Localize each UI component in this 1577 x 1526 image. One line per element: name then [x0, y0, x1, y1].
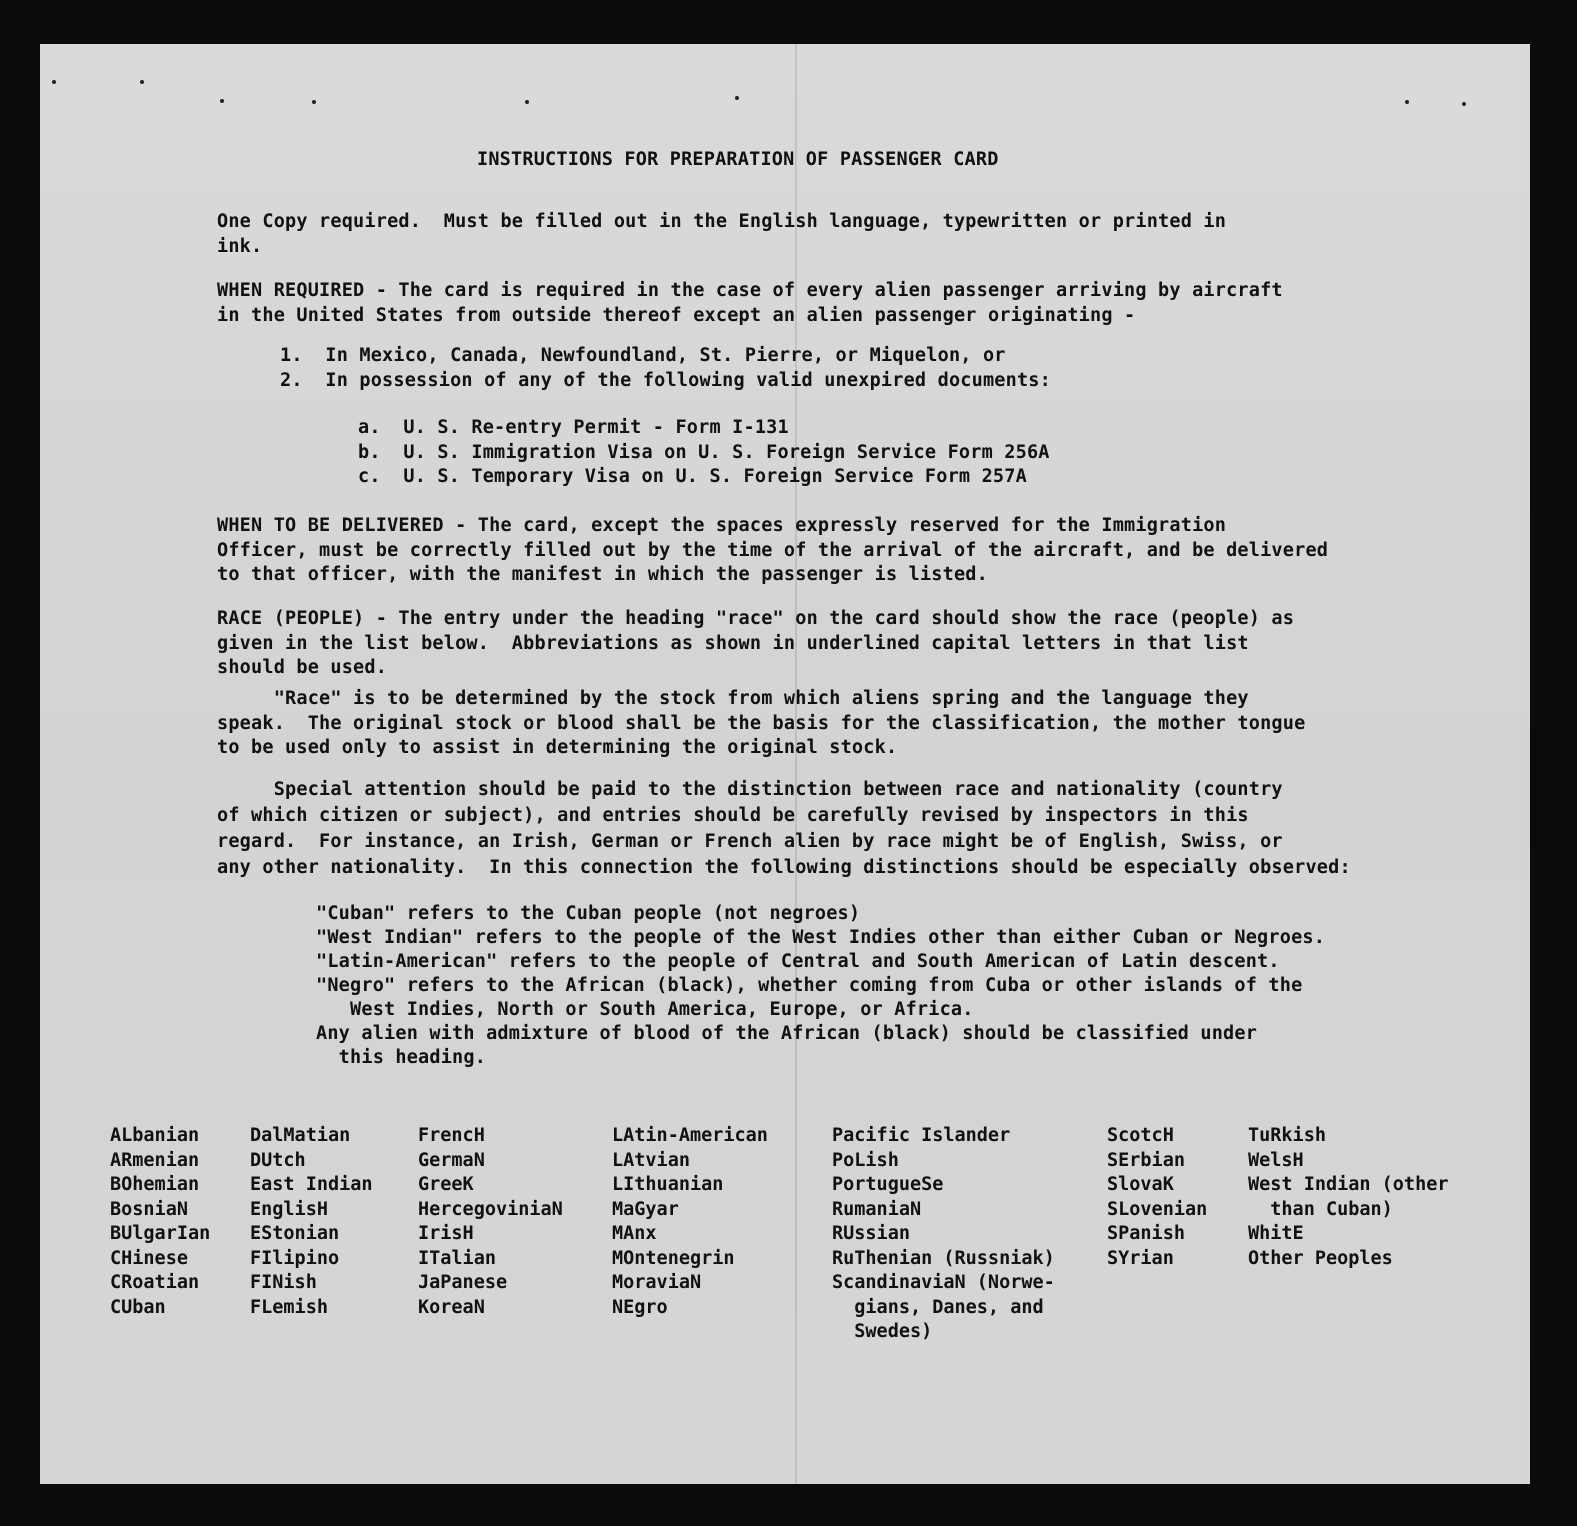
- race-people-paragraph: RACE (PEOPLE) - The entry under the heading "race" on the card should show the race (people) as given in the list below. Abbreviations as shown in underlined capital letters in that list should be used.: [217, 608, 1295, 678]
- race-list-item: MaGyar: [612, 1198, 679, 1220]
- race-list-item: SlovaK: [1107, 1174, 1174, 1195]
- document-page: [40, 44, 1530, 1484]
- race-list-item: West Indian (other: [1248, 1174, 1449, 1195]
- race-list-column-3: [418, 1124, 563, 1320]
- race-list-item: JaPanese: [418, 1272, 508, 1293]
- race-list-item: SYrian: [1107, 1247, 1174, 1269]
- race-list-item: CHinese: [110, 1247, 188, 1269]
- race-list-item: BosniaN: [110, 1198, 188, 1220]
- race-list-item: Other Peoples: [1248, 1247, 1393, 1269]
- race-list-item: GreeK: [418, 1174, 474, 1195]
- when-required-paragraph: WHEN REQUIRED - The card is required in the case of every alien passenger arriving by aircraft in the United States from outside thereof except an alien passenger originating -: [217, 280, 1283, 326]
- race-list-column-4: [612, 1124, 768, 1320]
- scan-speck: [525, 100, 529, 104]
- scan-speck: [1462, 102, 1466, 106]
- race-list-item: FIlipino: [250, 1247, 340, 1269]
- race-list-item: KoreaN: [418, 1296, 485, 1318]
- race-list-item: ALbanian: [110, 1125, 200, 1146]
- race-list-item: ARmenian: [110, 1149, 200, 1171]
- document-title: INSTRUCTIONS FOR PREPARATION OF PASSENGER CARD: [477, 149, 999, 170]
- scan-speck: [140, 80, 144, 84]
- when-delivered-paragraph: WHEN TO BE DELIVERED - The card, except the spaces expressly reserved for the Immigration Officer, must be correctly filled out by the time of the arrival of the aircraft, and be delivered to that officer, with the manifest in which the passenger is listed.: [217, 515, 1329, 585]
- distinctions-list: "Cuban" refers to the Cuban people (not negroes) "West Indian" refers to the people of the West Indies other than either Cuban or Negroes. "Latin-American" refers to the people of Central and South American of Latin descent. "Negro" refers to the African (black), whether coming from Cuba or other islands of the West Indies, North or South America, Europe, or Africa. Any alien with admixture of blood of the African (black) should be classified under this heading.: [316, 903, 1326, 1068]
- race-list-item: BUlgarIan: [110, 1223, 211, 1244]
- scan-speck: [52, 80, 56, 84]
- documents-list: a. U. S. Re-entry Permit - Form I-131 b. U. S. Immigration Visa on U. S. Foreign Service Form 256A c. U. S. Temporary Visa on U. S. Foreign Service Form 257A: [358, 417, 1050, 487]
- race-list-item: ITalian: [418, 1247, 496, 1269]
- race-list-item: MAnx: [612, 1223, 657, 1244]
- race-list-item: WhitE: [1248, 1223, 1304, 1244]
- race-list-item: PoLish: [832, 1149, 899, 1171]
- race-list-item: ScotcH: [1107, 1125, 1174, 1146]
- race-list-item: PortugueSe: [832, 1174, 944, 1195]
- race-list-item: East Indian: [250, 1174, 373, 1195]
- race-list-column-7: [1248, 1124, 1448, 1271]
- race-list-item: MOntenegrin: [612, 1247, 735, 1269]
- race-list-item: LAtvian: [612, 1149, 690, 1171]
- race-list-item: IrisH: [418, 1223, 474, 1244]
- race-list-item: SPanish: [1107, 1223, 1185, 1244]
- race-list-item: WelsH: [1248, 1149, 1304, 1171]
- race-list-item: MoraviaN: [612, 1272, 702, 1293]
- race-list-item: CRoatian: [110, 1272, 200, 1293]
- race-list-item: DalMatian: [250, 1125, 351, 1146]
- race-list-column-6: [1107, 1124, 1207, 1271]
- race-list-item: Swedes): [832, 1321, 933, 1342]
- race-list-item: FINish: [250, 1272, 317, 1293]
- race-list-item: HercegoviniaN: [418, 1198, 563, 1220]
- race-list-item: RumaniaN: [832, 1198, 922, 1220]
- race-list-item: DUtch: [250, 1149, 306, 1171]
- race-list-item: RUssian: [832, 1223, 910, 1244]
- special-attention-paragraph: Special attention should be paid to the distinction between race and nationality (country of which citizen or subject), and entries should be carefully revised by inspectors in this regard. For instance, an Irish, German or French alien by race might be of English, Swiss, or any other nationality. In this connection the following distinctions should be especially observed:: [217, 779, 1351, 878]
- race-list-item: FrencH: [418, 1125, 485, 1146]
- race-list-column-1: [110, 1124, 210, 1320]
- race-list-item: EnglisH: [250, 1198, 328, 1220]
- race-list-item: ScandinaviaN (Norwe-: [832, 1272, 1055, 1293]
- race-list-item: gians, Danes, and: [832, 1296, 1044, 1318]
- race-list-item: LIthuanian: [612, 1174, 724, 1195]
- race-list-column-5: [832, 1124, 1055, 1345]
- race-list-item: GermaN: [418, 1149, 485, 1171]
- race-list-item: Pacific Islander: [832, 1125, 1011, 1146]
- race-list-item: SErbian: [1107, 1149, 1185, 1171]
- race-list-item: than Cuban): [1248, 1198, 1393, 1220]
- race-list-item: FLemish: [250, 1296, 328, 1318]
- race-list-item: CUban: [110, 1296, 166, 1318]
- scan-speck: [312, 100, 316, 104]
- race-list-item: TuRkish: [1248, 1125, 1326, 1146]
- race-list-column-2: [250, 1124, 373, 1320]
- race-definition-paragraph: "Race" is to be determined by the stock from which aliens spring and the language they speak. The original stock or blood shall be the basis for the classification, the mother tongue to be used only to assist in determining the original stock.: [217, 688, 1306, 758]
- numbered-list: 1. In Mexico, Canada, Newfoundland, St. Pierre, or Miquelon, or 2. In possession of any of the following valid unexpired documents:: [280, 345, 1051, 391]
- race-list-item: NEgro: [612, 1296, 668, 1318]
- race-list-item: EStonian: [250, 1223, 340, 1244]
- race-list-item: LAtin-American: [612, 1125, 768, 1146]
- scan-speck: [1405, 100, 1409, 104]
- race-list-item: SLovenian: [1107, 1198, 1208, 1220]
- scan-speck: [735, 96, 739, 100]
- intro-paragraph: One Copy required. Must be filled out in the English language, typewritten or printed in ink.: [217, 211, 1227, 257]
- race-list-item: RuThenian (Russniak): [832, 1247, 1055, 1269]
- page-fold-line: [795, 44, 797, 1484]
- race-list-item: BOhemian: [110, 1174, 200, 1195]
- scan-speck: [220, 99, 224, 103]
